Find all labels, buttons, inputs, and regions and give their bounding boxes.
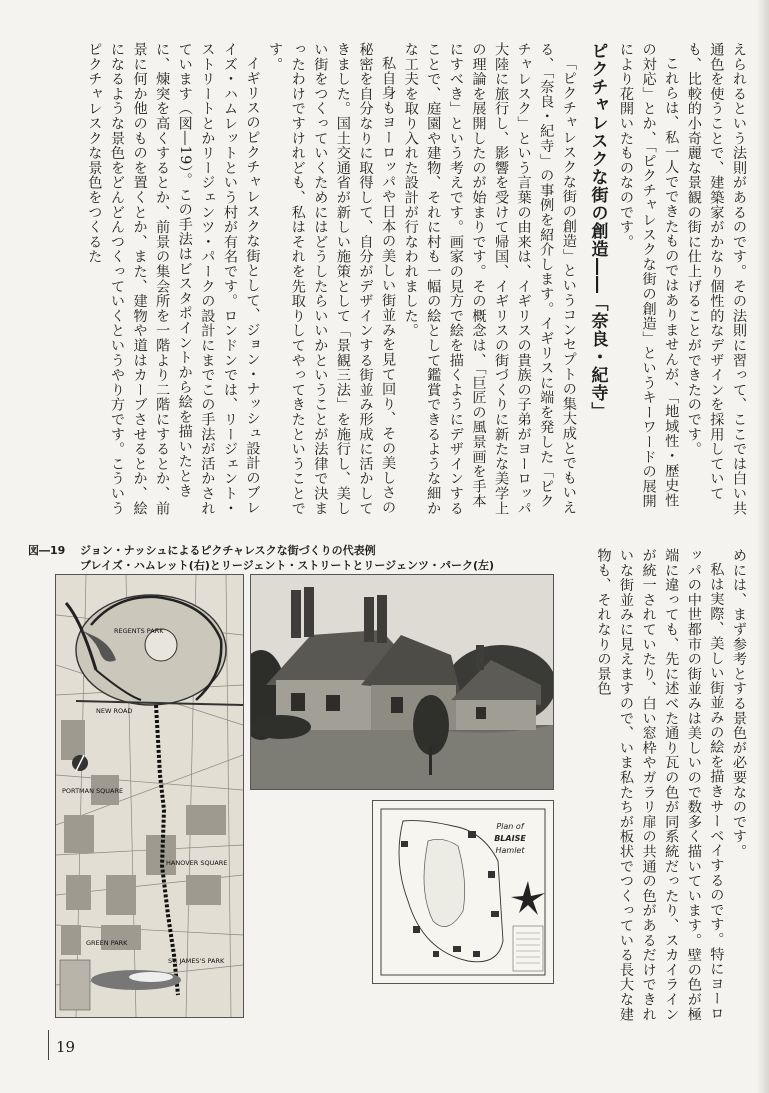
- paragraph: めには、まず参考とする景色が必要なのです。: [731, 548, 747, 859]
- body-text-lower: [574, 548, 750, 1028]
- page-number-rule: [48, 1030, 49, 1060]
- map-label: REGENTS PARK: [114, 627, 164, 635]
- plan-title: Plan of: [496, 822, 524, 831]
- plan-title: Hamlet: [495, 846, 525, 855]
- paragraph: えられるという法則があるのです。その法則に習って、ここでは白い共通色を使うことで、建築家がかなり個性的なデザインを採用していても、比較的小奇麗な景観の街に仕上げることができたのです。: [685, 42, 747, 516]
- paragraph: 私自身もヨーロッパや日本の美しい街並みを見て回り、その美しさの秘密を自分なりに取得して、自分がデザインする街並み形成に活かしてきました。国土交通省が新しい施策として「景観三法」を施行し、美しい街をつくっていくためにはどうしたらいいかということが法律で決まったわけですけれども、私はそれを先取りしてやってきたということです。: [267, 42, 397, 516]
- blaise-hamlet-plan: [372, 800, 554, 984]
- map-label: NEW ROAD: [96, 707, 133, 715]
- paragraph: 私は実際、美しい街並みの絵を描きサーベイするのです。特にヨーロッパの中世都市の街並みは美しいので数多く描いています。壁の色が極端に違っても、先に述べた通り瓦の色が同系統だったり、スカイラインが統一されていたり、白い窓枠やガラリ扉の共通の色があるだけできれいな街並みに見えますので、いま私たちが板状でつくっている長大な建物も、それなりの景色: [595, 548, 725, 1022]
- paragraph: イギリスのピクチャレスクな街として、ジョン・ナッシュ設計のブレイズ・ハムレットという村が有名です。ロンドンでは、リージェント・ストリートとかリージェンツ・パークの設計にまでこの手法が活かされています（図―19）。この手法はビスタポイントから絵を描いたときに、煉突を高くするとか、前景の集会所を一階より二階にするとか、前景に何か他のものを置くとか、また、建物や道はカーブさせるとか、絵になるような景色をどんどんつくっていくというやり方です。こういうピクチャレスクな景色をつくるた: [86, 42, 261, 516]
- blaise-hamlet-photo: [250, 574, 554, 790]
- paragraph: 「ピクチャレスクな街の創造」というコンセプトの集大成とでもいえる、「奈良・紀寺」の事例を紹介します。イギリスに端を発した「ピクチャレスク」という言葉の由来は、イギリスの貴族の子弟がヨーロッパ大陸に旅行し、影響を受けて帰国、イギリスの街づくりに新たな美学上の理論を展開したのが始まりです。その概念は、「巨匠の風景画を手本にすべき」という考えです。画家の見方で絵を描くようにデザインすることで、庭園や建物、それに村も一幅の絵として鑑賞できるような細かな工夫を取り入れた設計が行なわれました。: [402, 42, 577, 516]
- map-label: PORTMAN SQUARE: [62, 787, 124, 795]
- map-label: ST. JAMES'S PARK: [168, 957, 225, 965]
- caption-line-1: ジョン・ナッシュによるピクチャレスクな街づくりの代表例: [80, 544, 376, 557]
- section-heading: ピクチャレスクな街の創造――「奈良・紀寺」: [587, 42, 608, 420]
- page-number: 19: [56, 1038, 76, 1056]
- figure-caption: [28, 543, 568, 573]
- regent-street-map-image: [55, 574, 244, 1018]
- map-label: HANOVER SQUARE: [166, 859, 228, 867]
- caption-line-2: ブレイズ・ハムレット(右)とリージェント・ストリートとリージェンツ・パーク(左): [80, 559, 495, 572]
- map-label: GREEN PARK: [86, 939, 128, 947]
- plan-title: BLAISE: [494, 834, 526, 843]
- page-edge-shadow: [757, 0, 769, 1093]
- figure-number: 図―19: [28, 544, 66, 557]
- paragraph: これらは、私一人でできたものではありませんが、「地域性・歴史性の対応」とか、「ピクチャレスクな街の創造」というキーワードの展開により花開いたものなのです。: [618, 42, 680, 509]
- body-text-upper: [28, 42, 750, 522]
